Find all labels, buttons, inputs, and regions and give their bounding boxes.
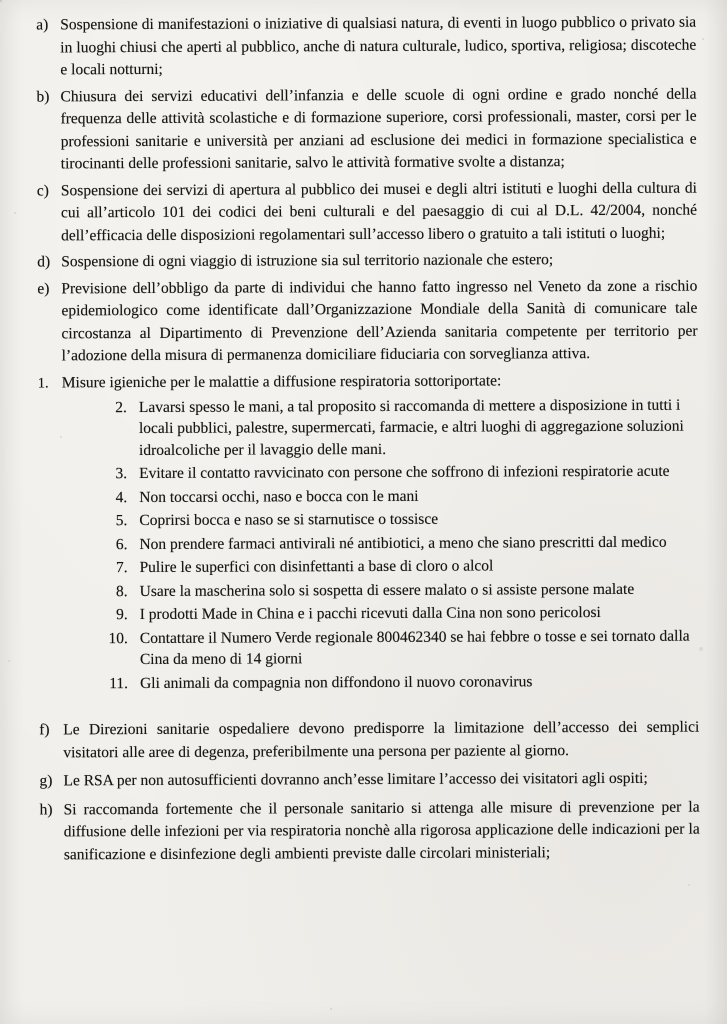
item-text: Le RSA per non autosufficienti dovranno anch’esse limitare l’accesso dei visitatori agli ospiti; <box>63 769 648 790</box>
list-item-f <box>39 717 699 765</box>
item-number: 5. <box>115 512 128 530</box>
item-text: Coprirsi bocca e naso se si starnutisce o tossisce <box>139 510 439 529</box>
item-text: Contattare il Numero Verde regionale 800462340 se hai febbre o tosse e sei tornato dalla Cina da meno di 14 giorni <box>139 627 690 668</box>
scan-noise <box>0 0 2 2</box>
list-item-c <box>37 177 697 247</box>
item-label: g) <box>39 772 53 790</box>
item-text: Non toccarsi occhi, naso e bocca con le mani <box>139 487 419 506</box>
item-number: 6. <box>115 535 128 553</box>
list-item-d <box>37 249 697 274</box>
hygiene-item-11 <box>99 670 699 694</box>
item-label: b) <box>36 87 50 105</box>
item-number: 2. <box>115 398 127 416</box>
hygiene-item-7 <box>98 555 698 579</box>
item-text: Usare la mascherina solo si sospetta di essere malato o si assiste persone malate <box>139 580 635 600</box>
list-item-b <box>36 83 696 176</box>
item-number: 8. <box>115 582 128 600</box>
item-text: Non prendere farmaci antivirali né antibiotici, a meno che siano prescritti dal medico <box>139 533 667 553</box>
section-title: Misure igieniche per le malattie a diffusione respiratoria sottoriportate: <box>61 371 502 391</box>
item-text: Le Direzioni sanitarie ospedaliere devono predisporre la limitazione dell’accesso dei semplici visitatori alle aree di degenza, preferibilmente una persona per paziente al giorno. <box>63 718 700 761</box>
item-label: f) <box>39 721 50 739</box>
hygiene-item-3 <box>98 461 698 485</box>
hygiene-item-10 <box>99 625 699 671</box>
item-text: Sospensione di manifestazioni o iniziative di qualsiasi natura, di eventi in luogo pubblico o privato sia in luoghi chiusi che aperti al pubblico, anche di natura culturale, ludico, sportiva, religiosa; discoteche e locali notturni; <box>60 13 697 79</box>
hygiene-item-4 <box>98 484 698 508</box>
item-number: 7. <box>115 559 128 577</box>
item-number: 3. <box>115 465 128 483</box>
list-item-h <box>40 796 700 866</box>
list-item-e <box>37 275 697 368</box>
hygiene-item-8 <box>99 578 699 602</box>
hygiene-item-6 <box>98 531 698 555</box>
item-label: e) <box>37 279 50 297</box>
item-text: Lavarsi spesso le mani, a tal proposito si raccomanda di mettere a disposizione in tutti i locali pubblici, palestre, supermercati, farmacie, e altri luoghi di aggregazione soluzioni idroalcoliche per il lavaggio delle mani. <box>138 396 684 459</box>
item-text: Chiusura dei servizi educativi dell’infanzia e delle scuole di ogni ordine e grado nonché della frequenza delle attività scolastiche e di formazione superiore, corsi professionali, master, corsi per le professioni sanitarie e università per anziani ad esclusione dei medici in formazione specialistica e tirocinanti delle professioni sanitarie, salvo le attività formative svolte a distanza; <box>60 85 697 173</box>
hygiene-section-heading <box>38 369 698 394</box>
item-text: Gli animali da compagnia non diffondono il nuovo coronavirus <box>140 672 533 692</box>
item-text: Pulire le superfici con disinfettanti a base di cloro o alcol <box>139 557 494 576</box>
item-text: Evitare il contatto ravvicinato con persone che soffrono di infezioni respiratorie acute <box>139 462 670 482</box>
item-text: Previsione dell’obbligo da parte di individui che hanno fatto ingresso nel Veneto da zone a rischio epidemiologico come identificate dall’Organizzazione Mondiale della Sanità di comunicare tale circostanza al Dipartimento di Prevenzione dell’Azienda sanitaria competente per territorio per l’adozione della misura di permanenza domiciliare fiduciaria con sorveglianza attiva. <box>61 277 698 365</box>
item-label: d) <box>37 253 51 271</box>
item-text: Sospensione dei servizi di apertura al pubblico dei musei e degli altri istituti e luoghi della cultura di cui all’articolo 101 dei codici dei beni culturali e del paesaggio di cui al D.L. 42/2004, nonché dell’efficacia delle disposizioni regolamentari sull’accesso libero o gratuito a tali istituti o luoghi; <box>60 179 698 244</box>
document-content <box>36 12 700 873</box>
item-text: Si raccomanda fortemente che il personale sanitario si attenga alle misure di prevenzione per la diffusione delle infezioni per via respiratoria nonchè alla rigorosa applicazione delle indicazioni per la sanificazione e disinfezione degli ambienti previste dalle circolari ministeriali; <box>63 798 700 863</box>
hygiene-item-9 <box>99 602 699 626</box>
item-text: I prodotti Made in China e i pacchi ricevuti dalla Cina non sono pericolosi <box>139 603 601 623</box>
hygiene-item-5 <box>98 508 698 532</box>
list-item-g <box>39 768 699 793</box>
bottom-items-group <box>39 717 700 867</box>
hygiene-item-2 <box>98 394 698 461</box>
item-label: a) <box>36 16 49 34</box>
item-number: 9. <box>116 606 128 624</box>
item-number: 4. <box>115 488 128 506</box>
list-item-a <box>36 12 696 82</box>
item-label: 1. <box>37 374 49 391</box>
item-label: h) <box>39 800 53 818</box>
item-number: 11. <box>109 674 129 692</box>
item-text: Sospensione di ogni viaggio di istruzione sia sul territorio nazionale che estero; <box>61 251 554 271</box>
item-number: 10. <box>108 629 128 647</box>
item-label: c) <box>36 181 49 199</box>
